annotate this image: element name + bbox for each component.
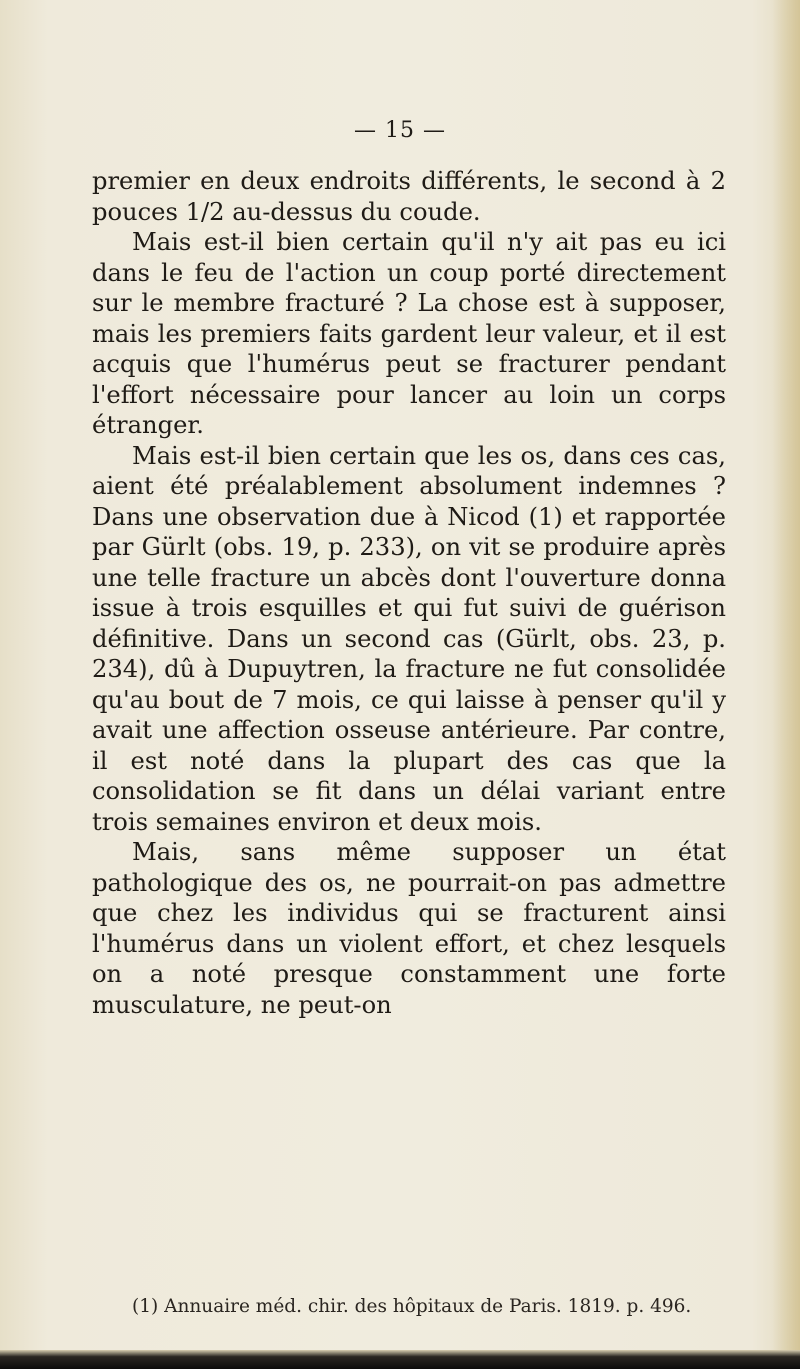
paragraph-3: Mais est-il bien certain que les os, dans ces cas, aient été préalablement absolument indemnes ? Dans une observation due à Nicod (1) et rapportée par Gürlt (obs. 19, p. 233), on vit se produire après une telle fracture un abcès dont l'ouverture donna issue à trois esquilles et qui fut suivi de guérison définitive. Dans un second cas (Gürlt, obs. 23, p. 234), dû à Dupuytren, la fracture ne fut consolidée qu'au bout de 7 mois, ce qui laisse à penser qu'il y avait une affection osseuse antérieure. Par contre, il est noté dans la plupart des cas que la consolidation se fit dans un délai variant entre trois semaines environ et deux mois. [92, 441, 726, 836]
bottom-scan-edge [0, 1350, 800, 1369]
body-text [92, 166, 726, 1020]
page-number: — 15 — [354, 118, 446, 143]
paragraph-2: Mais est-il bien certain qu'il n'y ait pas eu ici dans le feu de l'action un coup porté directement sur le membre fracturé ? La chose est à supposer, mais les premiers faits gardent leur valeur, et il est acquis que l'humérus peut se fracturer pendant l'effort nécessaire pour lancer au loin un corps étranger. [92, 228, 726, 439]
paragraph-4: Mais, sans même supposer un état pathologique des os, ne pourrait-on pas admettre que chez les individus qui se fracturent ainsi l'humérus dans un violent effort, et chez lesquels on a noté presque constamment une forte musculature, ne peut-on [92, 838, 726, 1019]
page-edge-shadow [772, 0, 800, 1369]
paragraph-1: premier en deux endroits différents, le second à 2 pouces 1/2 au-dessus du coude. [92, 167, 726, 226]
footnote: (1) Annuaire méd. chir. des hôpitaux de Paris. 1819. p. 496. [132, 1296, 692, 1317]
